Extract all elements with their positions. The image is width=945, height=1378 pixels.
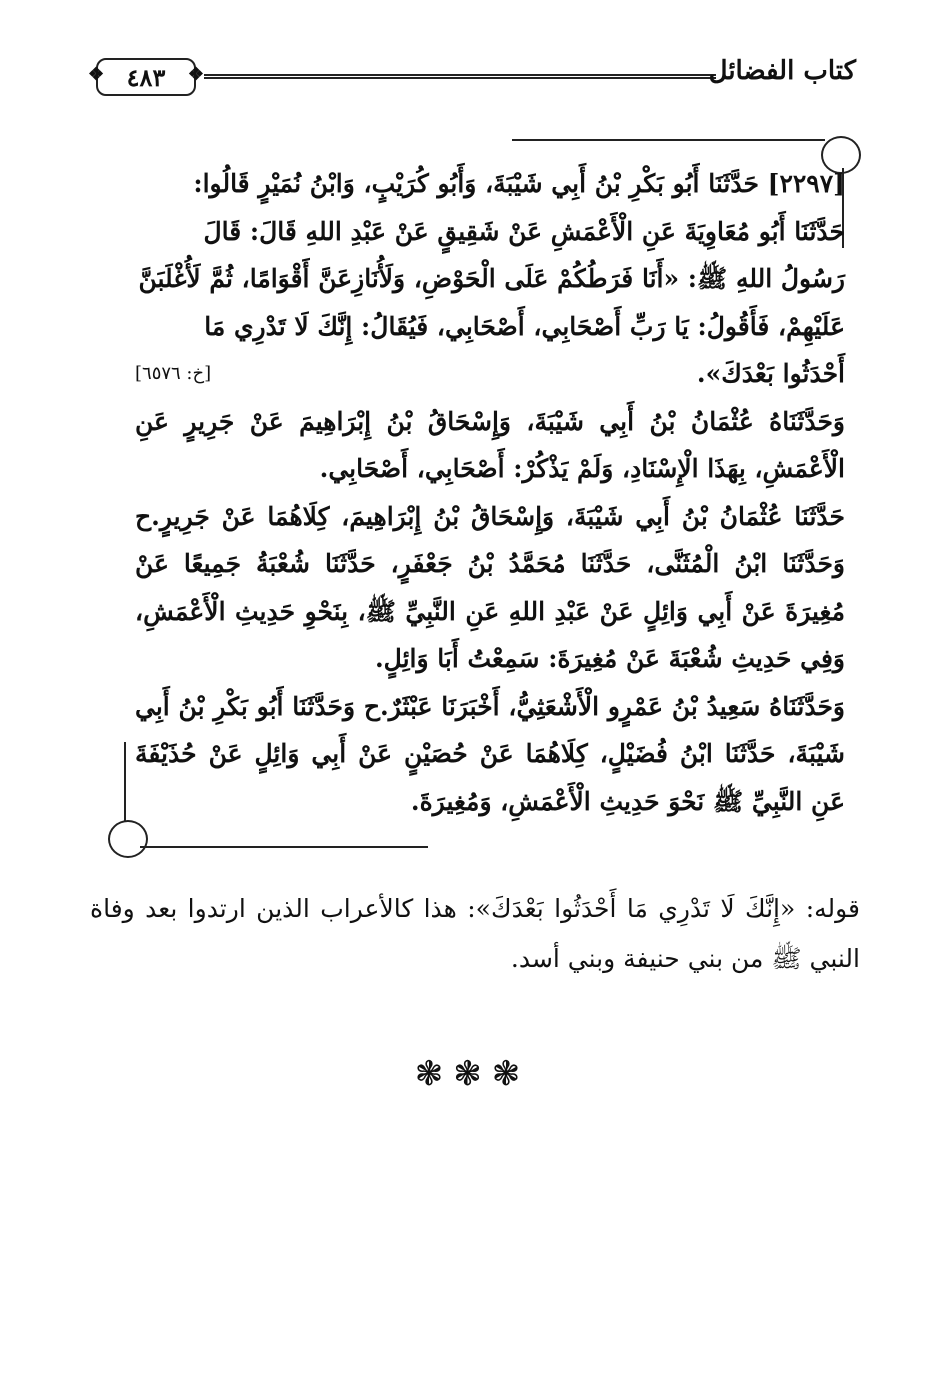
page-number: ❖ ٤٨٣ ❖ [96, 58, 196, 96]
frame-left-line [124, 742, 126, 822]
commentary-section [90, 884, 860, 984]
chain-paragraph: وَحَدَّثَنَاهُ عُثْمَانُ بْنُ أَبِي شَيْبَةَ، وَإِسْحَاقُ بْنُ إِبْرَاهِيمَ عَنْ جَرِيرٍ عَنِ الْأَعْمَشِ، بِهَذَا الْإِسْنَادِ، وَلَمْ يَذْكُرْ: أَصْحَابِي، أَصْحَابِي. [135, 406, 845, 483]
bukhari-reference: [خ: ٦٥٧٦] [135, 363, 212, 384]
hadith-block [135, 160, 845, 825]
book-title: كتاب الفضائل [708, 56, 856, 86]
header-rule [204, 74, 716, 79]
commentary-text: قوله: «إِنَّكَ لَا تَدْرِي مَا أَحْدَثُوا بَعْدَكَ»: هذا كالأعراب الذين ارتدوا بعد وفاة النبي ﷺ من بني حنيفة وبني أسد. [90, 894, 860, 973]
hadith-line: أَحْدَثُوا بَعْدَكَ». [696, 359, 845, 388]
chain-paragraph: وَحَدَّثَنَاهُ سَعِيدُ بْنُ عَمْرٍو الْأَشْعَثِيُّ، أَخْبَرَنَا عَبْثَرٌ.ح وَحَدَّثَنَا أَبُو بَكْرِ بْنُ أَبِي شَيْبَةَ، حَدَّثَنَا ابْنُ فُضَيْلٍ، كِلَاهُمَا عَنْ حُصَيْنٍ عَنْ أَبِي وَائِلٍ عَنْ حُذَيْفَةَ عَنِ النَّبِيِّ ﷺ نَحْوَ حَدِيثِ الْأَعْمَشِ، وَمُغِيرَةَ. [135, 691, 845, 816]
frame-top-line [512, 139, 825, 141]
chain-paragraph: حَدَّثَنَا عُثْمَانُ بْنُ أَبِي شَيْبَةَ، وَإِسْحَاقُ بْنُ إِبْرَاهِيمَ، كِلَاهُمَا عَنْ جَرِيرٍ.ح وَحَدَّثَنَا ابْنُ الْمُثَنَّى، حَدَّثَنَا مُحَمَّدُ بْنُ جَعْفَرٍ، حَدَّثَنَا شُعْبَةُ جَمِيعًا عَنْ مُغِيرَةَ عَنْ أَبِي وَائِلٍ عَنْ عَبْدِ اللهِ عَنِ النَّبِيِّ ﷺ، بِنَحْوِ حَدِيثِ الْأَعْمَشِ، وَفِي حَدِيثِ شُعْبَةَ عَنْ مُغِيرَةَ: سَمِعْتُ أَبَا وَائِلٍ. [135, 501, 845, 673]
hadith-line: حَدَّثَنَا أَبُو مُعَاوِيَةَ عَنِ الْأَعْمَشِ عَنْ شَقِيقٍ عَنْ عَبْدِ اللهِ قَالَ: قَالَ [203, 216, 845, 246]
page-header [96, 52, 856, 100]
frame-bottom-line [140, 846, 428, 848]
hadith-line: [٢٢٩٧] حَدَّثَنَا أَبُو بَكْرِ بْنُ أَبِي شَيْبَةَ، وَأَبُو كُرَيْبٍ، وَابْنُ نُمَيْرٍ قَالُوا: [193, 169, 845, 198]
hadith-line-with-reference [135, 350, 845, 398]
section-end-ornament: ❃❃❃ [414, 1054, 531, 1094]
frame-corner-ornament-bottom [108, 820, 148, 858]
hadith-line: رَسُولُ اللهِ ﷺ: «أَنَا فَرَطُكُمْ عَلَى الْحَوْضِ، وَلَأُنَازِعَنَّ أَقْوَامًا، ثُمَّ لَأُغْلَبَنَّ [138, 264, 845, 293]
hadith-line: عَلَيْهِمْ، فَأَقُولُ: يَا رَبِّ أَصْحَابِي، أَصْحَابِي، فَيُقَالُ: إِنَّكَ لَا تَدْرِي مَا [204, 311, 845, 341]
